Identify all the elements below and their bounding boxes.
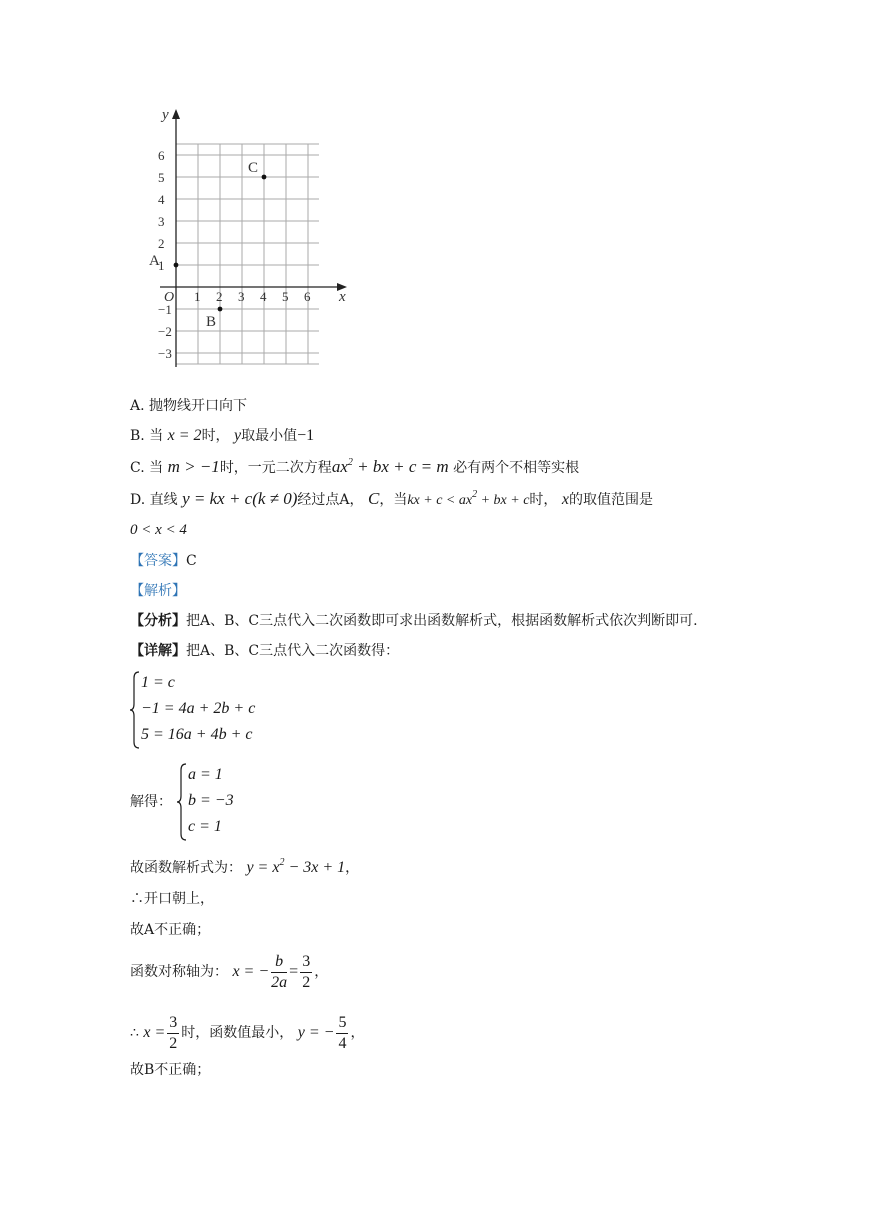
axis-frac-2: $\frac{3}{2}$ [302,952,311,991]
y-axis [172,109,180,367]
x-tick-label: 6 [304,289,311,304]
system2-eq2: b = −3 [188,792,234,809]
option-d-mid: 经过点A， [297,492,364,508]
x-tick-label: 5 [282,289,289,304]
y-tick-label: 2 [158,236,165,251]
xiangjie-line [130,641,399,661]
option-d-prefix: D. 直线 [130,492,178,508]
minval-lhs: x = [143,1024,166,1041]
y-tick-label: −1 [158,302,172,317]
fenxi-label: 【分析】 [130,613,186,629]
option-d-range-expr: 0 < x < 4 [130,522,187,538]
option-d-tail: 的取值范围是 [568,492,653,508]
system2-eq3: c = 1 [188,818,222,835]
fenxi-text: 把A、B、C三点代入二次函数即可求出函数解析式，根据函数解析式依次判断即可. [186,613,698,629]
x-tick-label: 2 [216,289,223,304]
point-label-b: B [206,314,217,330]
option-c-condition: m > −1 [167,457,220,476]
a-wrong-text: 故A不正确； [130,922,211,938]
point-label-c: C [248,160,259,176]
option-c-tail: 必有两个不相等实根 [453,460,580,476]
option-b-prefix: B. 当 [130,428,164,444]
system1-eq2: −1 = 4a + 2b + c [141,700,256,717]
x-tick-label: 1 [194,289,201,304]
open-up-line [130,889,214,909]
system2 [188,762,234,840]
point-a [174,263,179,268]
axis-eq: = [289,963,299,980]
option-b-condition: x = 2 [167,427,202,444]
x-axis [160,283,347,291]
minval-frac-1: $\frac{3}{2}$ [169,1013,178,1052]
func-expression [130,858,359,878]
option-d-mid2: ，当 [379,492,408,508]
option-d-line: y = kx + c(k ≠ 0) [182,489,298,508]
answer-line [130,551,197,571]
system1-eq1: 1 = c [141,674,175,691]
system1-brace [130,670,140,750]
option-d-range [130,520,187,540]
analysis-heading [130,581,186,601]
x-tick-labels [194,289,311,304]
x-axis-label: x [339,289,346,305]
y-tick-label: 1 [158,258,165,273]
option-a [130,396,247,416]
y-tick-label: −2 [158,324,172,339]
minval-line [130,1011,364,1055]
y-tick-label: −3 [158,346,172,361]
axis-tail: ， [314,964,329,980]
analysis-label: 【解析】 [130,583,186,599]
point-c [262,175,267,180]
axis-prefix: 函数对称轴为： [130,964,228,980]
b-wrong-line [130,1060,210,1080]
system1 [141,670,255,748]
y-axis-label: y [162,107,169,123]
axis-frac-1: $\frac{b}{2a}$ [271,952,288,991]
coordinate-graph [145,105,345,375]
fenxi-line [130,611,698,631]
answer-value: C [186,553,197,569]
minval-mid: 时，函数值最小， [181,1025,294,1041]
option-b-var: y [234,427,242,444]
x-tick-label: 3 [238,289,245,304]
system2-eq1: a = 1 [188,766,223,783]
origin-label: O [164,290,175,305]
y-tick-label: 4 [158,192,165,207]
minval-prefix: ∴ [130,1025,139,1041]
system1-eq3: 5 = 16a + 4b + c [141,726,253,743]
x-tick-label: 4 [260,289,267,304]
y-tick-label: 6 [158,148,165,163]
option-c-mid: 时，一元二次方程 [219,460,332,476]
option-b [130,426,314,446]
grid [176,144,319,364]
axis-lhs: x = − [232,963,270,980]
answer-label: 【答案】 [130,553,186,569]
minval-lhs2: y = − [297,1024,335,1041]
minval-tail: ， [350,1025,365,1041]
option-d-c: C [368,489,380,508]
y-tick-label: 5 [158,170,165,185]
minval-frac-2: $\frac{5}{4}$ [338,1013,347,1052]
b-wrong-text: 故B不正确； [130,1062,211,1078]
xiangjie-label: 【详解】 [130,643,186,659]
a-wrong-line [130,920,210,940]
option-c [130,457,579,478]
solve-label-text: 解得： [130,794,172,810]
solve-label [130,792,172,812]
point-label-a: A [149,253,160,269]
system2-brace [177,762,187,842]
option-a-text: A. 抛物线开口向下 [130,398,248,414]
option-d [130,489,653,511]
option-c-prefix: C. 当 [130,460,164,476]
option-d-inequality: kx + $c < ax^2$ + bx + c [407,489,530,508]
option-b-tail: 取最小值 [241,428,298,444]
y-tick-label: 3 [158,214,165,229]
option-b-value: −1 [297,427,315,444]
point-b [218,307,223,312]
option-d-mid3: 时， [529,492,558,508]
open-up-text: ∴开口朝上， [130,891,214,907]
y-tick-labels [158,148,175,361]
func-tail: ， [345,860,360,876]
axis-line [130,950,328,994]
func-prefix: 故函数解析式为： [130,860,242,876]
option-b-mid: 时， [201,428,230,444]
func-eq: $y = x^2 - 3x + 1$ [246,857,346,876]
xiangjie-text: 把A、B、C三点代入二次函数得： [186,643,400,659]
option-c-equation: $ax^2$ + bx + c = m [331,457,449,476]
option-d-x: x [561,491,569,508]
